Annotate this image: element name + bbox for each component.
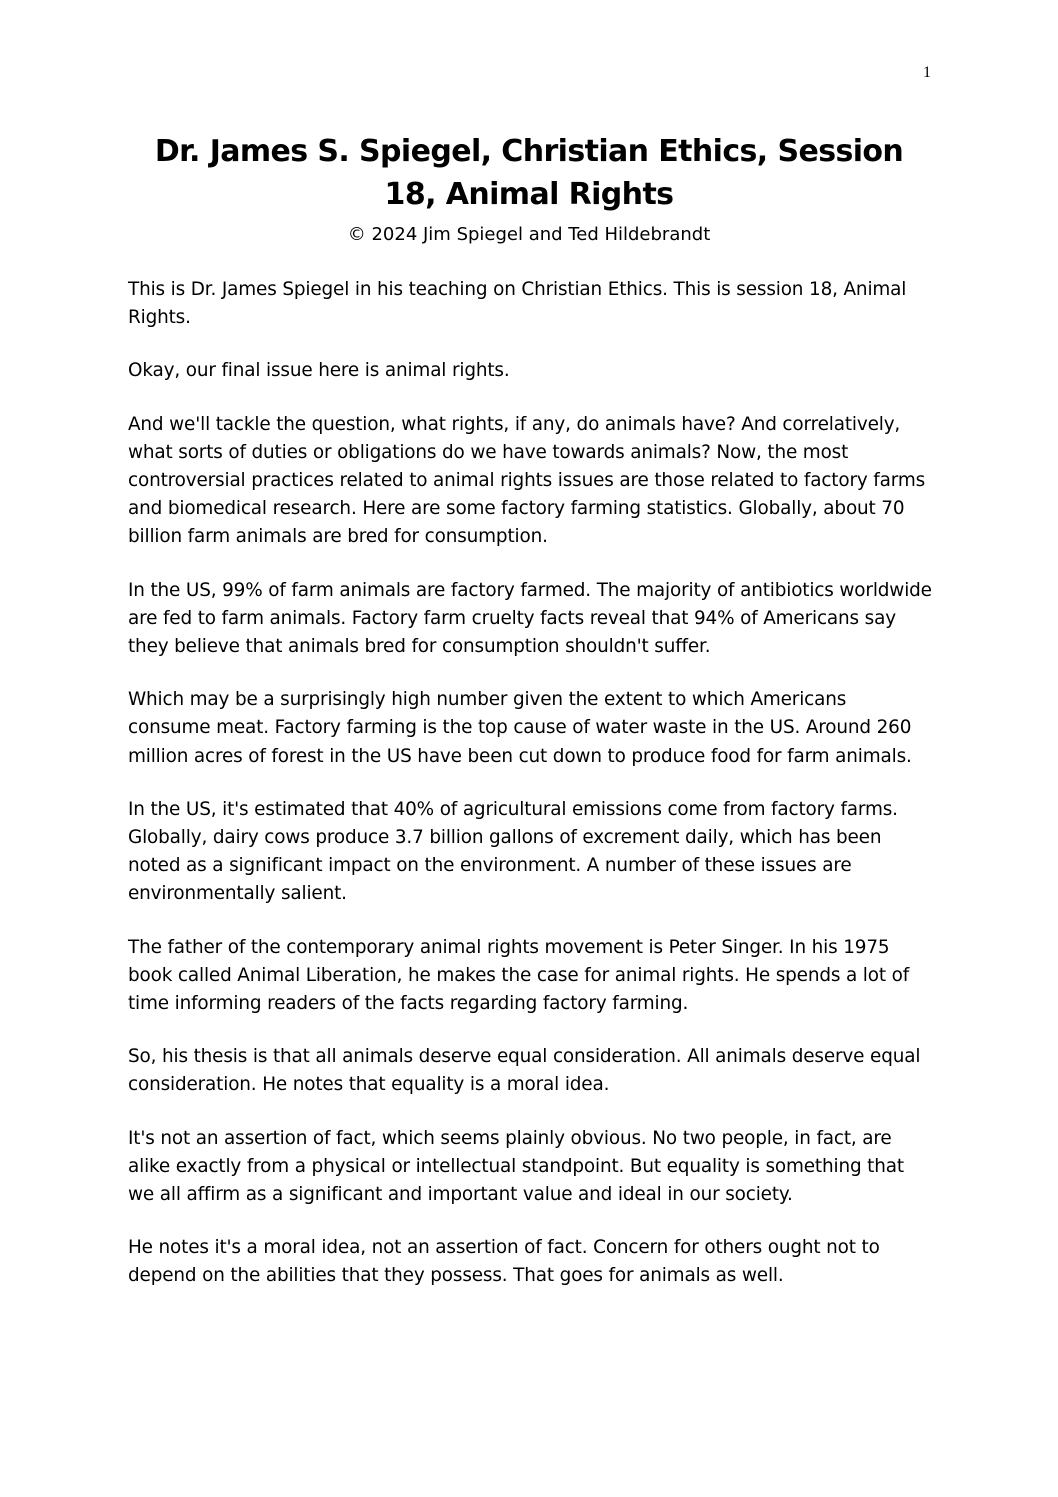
document-body	[128, 276, 932, 1316]
paragraph: This is Dr. James Spiegel in his teaching on Christian Ethics. This is session 18, Animal Rights.	[128, 279, 907, 329]
paragraph: Which may be a surprisingly high number given the extent to which Americans consume meat. Factory farming is the top cause of water waste in the US. Around 260 million acres of forest in the US have been cut down to produce food for farm animals.	[128, 689, 912, 767]
paragraph: And we'll tackle the question, what rights, if any, do animals have? And correlatively, what sorts of duties or obligations do we have towards animals? Now, the most controversial practices related to animal rights issues are those related to factory farms and biomedical research. Here are some factory farming statistics. Globally, about 70 billion farm animals are bred for consumption.	[128, 413, 926, 548]
paragraph: It's not an assertion of fact, which seems plainly obvious. No two people, in fact, are alike exactly from a physical or intellectual standpoint. But equality is something that we all affirm as a significant and important value and ideal in our society.	[128, 1127, 904, 1206]
copyright-line: © 2024 Jim Spiegel and Ted Hildebrandt	[347, 224, 711, 245]
document-title: Dr. James S. Spiegel, Christian Ethics, Session 18, Animal Rights	[154, 134, 904, 212]
paragraph: In the US, 99% of farm animals are factory farmed. The majority of antibiotics worldwide are fed to farm animals. Factory farm cruelty facts reveal that 94% of Americans say they believe that animals bred for consumption shouldn't suffer.	[128, 579, 932, 658]
paragraph: The father of the contemporary animal rights movement is Peter Singer. In his 1975 book called Animal Liberation, he makes the case for animal rights. He spends a lot of time informing readers of the facts regarding factory farming.	[128, 936, 910, 1015]
paragraph: Okay, our final issue here is animal rights.	[128, 360, 510, 382]
page-number: 1	[923, 64, 931, 81]
paragraph: In the US, it's estimated that 40% of agricultural emissions come from factory farms. Globally, dairy cows produce 3.7 billion gallons of excrement daily, which has been noted as a significant impact on the environment. A number of these issues are environmentally salient.	[128, 798, 898, 905]
paragraph: He notes it's a moral idea, not an assertion of fact. Concern for others ought not to depend on the abilities that they possess. That goes for animals as well.	[128, 1237, 880, 1287]
paragraph: So, his thesis is that all animals deserve equal consideration. All animals deserve equal consideration. He notes that equality is a moral idea.	[128, 1046, 921, 1096]
